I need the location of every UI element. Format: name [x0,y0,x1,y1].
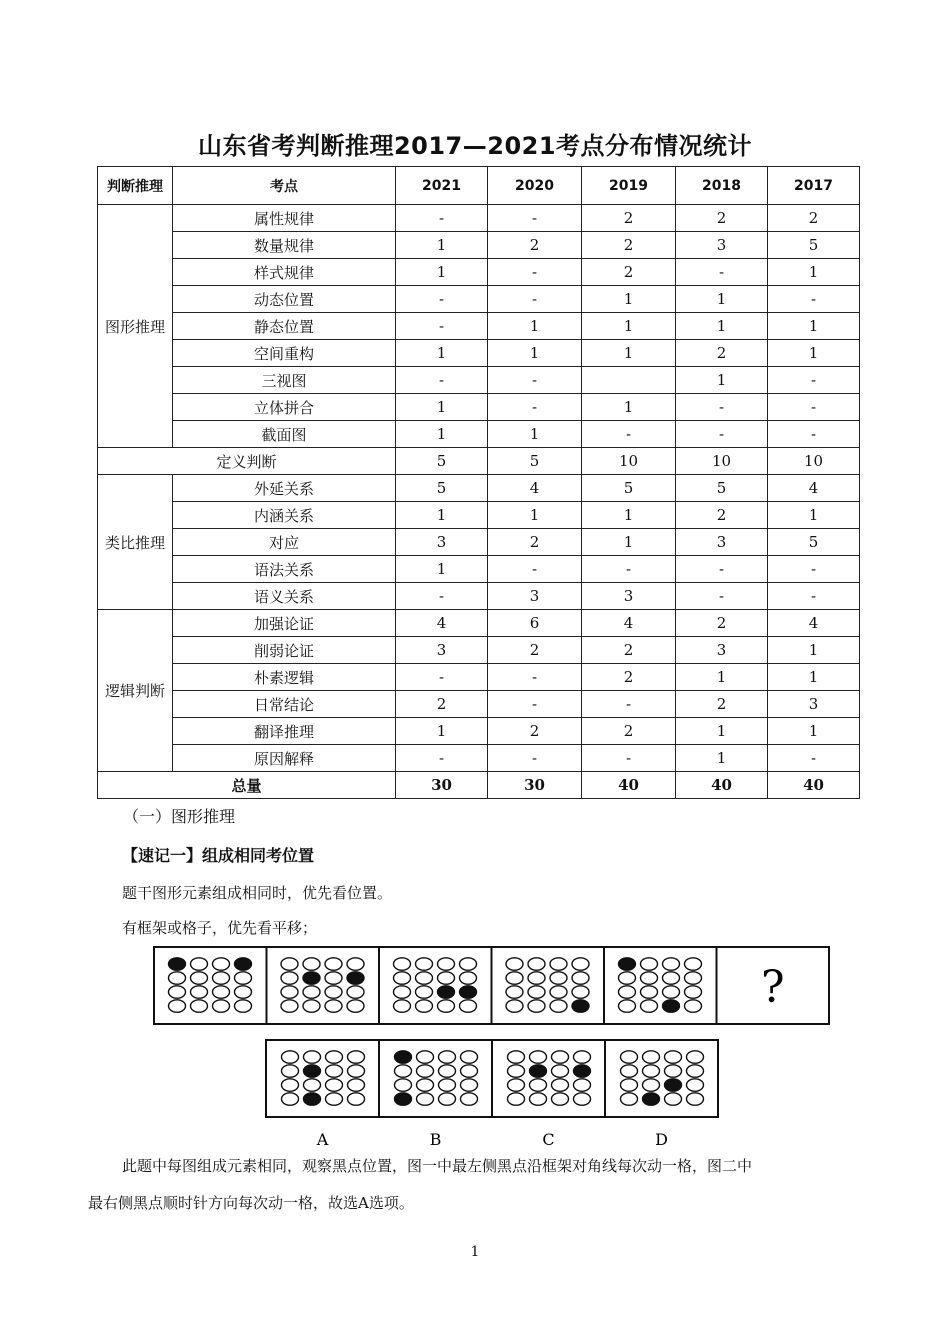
value-cell: - [768,745,860,772]
value-cell: 10 [676,448,768,475]
dot-empty [685,986,702,998]
dot-empty [641,1000,658,1012]
header-cell: 2019 [582,167,676,205]
dot-filled [572,1000,589,1012]
subheading: 【速记一】组成相同考位置 [122,846,315,865]
dot-empty [325,972,342,984]
value-cell: 1 [488,502,582,529]
page-title: 山东省考判断推理2017—2021考点分布情况统计 [197,132,753,160]
topic-cell: 静态位置 [173,313,396,340]
dot-empty [530,1051,547,1063]
dot-empty [641,958,658,970]
dot-empty [643,1065,660,1077]
value-cell: 1 [582,340,676,367]
value-cell: 1 [396,502,488,529]
value-cell: 1 [582,502,676,529]
value-cell: - [488,691,582,718]
paragraph: 最右侧黑点顺时针方向每次动一格，故选A选项。 [88,1194,414,1212]
value-cell: 3 [488,583,582,610]
value-cell: 5 [768,232,860,259]
dot-empty [438,972,455,984]
value-cell: 1 [396,421,488,448]
value-cell: - [396,745,488,772]
total-value-cell: 40 [582,772,676,799]
value-cell: 2 [676,205,768,232]
topic-cell: 三视图 [173,367,396,394]
value-cell: 3 [676,529,768,556]
dot-empty [169,986,186,998]
dot-empty [417,1065,434,1077]
dot-empty [282,1079,299,1091]
value-cell: 1 [396,340,488,367]
dot-empty [550,986,567,998]
value-cell: 2 [582,637,676,664]
dot-filled [460,986,477,998]
dot-empty [508,1051,525,1063]
dot-empty [572,986,589,998]
dot-empty [395,1065,412,1077]
dot-empty [619,972,636,984]
value-cell: - [676,583,768,610]
topic-cell: 语法关系 [173,556,396,583]
dot-empty [191,986,208,998]
value-cell: - [488,259,582,286]
paragraph: 题干图形元素组成相同时，优先看位置。 [122,884,393,902]
dot-empty [282,1051,299,1063]
dot-filled [643,1093,660,1105]
dot-empty [621,1093,638,1105]
value-cell: 4 [488,475,582,502]
header-cell: 2017 [768,167,860,205]
dot-empty [552,1051,569,1063]
dot-empty [281,958,298,970]
total-value-cell: 40 [676,772,768,799]
dot-empty [169,972,186,984]
value-cell: 1 [396,259,488,286]
value-cell: 1 [488,421,582,448]
option-label: B [429,1130,442,1149]
dot-empty [552,1079,569,1091]
value-cell: 1 [396,718,488,745]
topic-cell: 对应 [173,529,396,556]
dot-empty [574,1051,591,1063]
dot-empty [417,1051,434,1063]
value-cell: - [676,394,768,421]
value-cell: 1 [582,394,676,421]
topic-cell: 样式规律 [173,259,396,286]
topic-cell: 内涵关系 [173,502,396,529]
value-cell: - [768,583,860,610]
value-cell: 3 [396,637,488,664]
dot-filled [347,972,364,984]
dot-filled [395,1093,412,1105]
value-cell: 4 [582,610,676,637]
dot-empty [663,986,680,998]
header-cell: 2020 [488,167,582,205]
value-cell: 1 [676,745,768,772]
value-cell: - [396,367,488,394]
dot-empty [438,1000,455,1012]
option-label: D [655,1130,668,1149]
dot-empty [687,1079,704,1091]
dot-empty [169,1000,186,1012]
value-cell: - [768,421,860,448]
dot-empty [621,1051,638,1063]
dot-empty [665,1051,682,1063]
dot-empty [416,958,433,970]
dot-filled [235,958,252,970]
dot-empty [303,1000,320,1012]
question-mark: ? [760,962,785,1013]
dot-empty [303,986,320,998]
value-cell: 4 [768,610,860,637]
dot-empty [508,1079,525,1091]
dot-empty [304,1051,321,1063]
value-cell: 1 [396,394,488,421]
dot-empty [438,958,455,970]
dot-empty [460,972,477,984]
dot-empty [550,958,567,970]
dot-empty [394,986,411,998]
dot-empty [528,972,545,984]
dot-empty [461,1065,478,1077]
value-cell: 5 [396,448,488,475]
value-cell: 4 [396,610,488,637]
value-cell: - [768,367,860,394]
dot-empty [281,972,298,984]
dot-empty [303,958,320,970]
topic-cell: 截面图 [173,421,396,448]
header-cell: 2018 [676,167,768,205]
value-cell: 3 [676,637,768,664]
dot-empty [325,1000,342,1012]
value-cell: 1 [768,313,860,340]
dot-empty [326,1093,343,1105]
value-cell: - [768,556,860,583]
dot-empty [506,972,523,984]
topic-cell: 语义关系 [173,583,396,610]
dot-empty [348,1051,365,1063]
value-cell: 10 [768,448,860,475]
dot-filled [530,1065,547,1077]
dot-empty [213,958,230,970]
value-cell: 2 [582,232,676,259]
dot-empty [460,1000,477,1012]
dot-empty [348,1093,365,1105]
dot-empty [282,1093,299,1105]
dot-empty [550,1000,567,1012]
dot-empty [394,1000,411,1012]
header-cell: 2021 [396,167,488,205]
dot-empty [395,1079,412,1091]
value-cell: - [396,286,488,313]
dot-filled [574,1065,591,1077]
dot-empty [643,1051,660,1063]
dot-empty [417,1079,434,1091]
value-cell: - [676,421,768,448]
dot-empty [347,1000,364,1012]
value-cell: - [768,394,860,421]
value-cell: - [488,205,582,232]
total-value-cell: 40 [768,772,860,799]
value-cell: - [396,583,488,610]
dot-empty [528,1000,545,1012]
dot-empty [641,972,658,984]
dot-empty [235,972,252,984]
dot-empty [439,1079,456,1091]
dot-empty [394,972,411,984]
value-cell: 5 [396,475,488,502]
dot-empty [685,958,702,970]
topic-cell: 数量规律 [173,232,396,259]
header-cell: 判断推理 [98,167,173,205]
dot-empty [416,972,433,984]
value-cell: 2 [582,718,676,745]
topic-cell: 翻译推理 [173,718,396,745]
topic-cell: 空间重构 [173,340,396,367]
dot-filled [395,1051,412,1063]
value-cell: 2 [676,691,768,718]
dot-empty [281,1000,298,1012]
dot-filled [665,1079,682,1091]
dot-empty [643,1079,660,1091]
dot-empty [572,972,589,984]
dot-empty [348,1065,365,1077]
dot-empty [687,1065,704,1077]
value-cell: 2 [676,502,768,529]
dot-empty [461,1051,478,1063]
value-cell: - [488,367,582,394]
topic-cell: 削弱论证 [173,637,396,664]
page-number: 1 [470,1244,480,1260]
dot-empty [665,1093,682,1105]
value-cell: - [676,259,768,286]
value-cell: 1 [768,259,860,286]
value-cell: 1 [768,637,860,664]
value-cell: 5 [582,475,676,502]
value-cell: 2 [676,340,768,367]
value-cell: 2 [488,529,582,556]
dot-empty [325,986,342,998]
value-cell: - [396,313,488,340]
value-cell: 2 [396,691,488,718]
value-cell: 1 [582,313,676,340]
dot-empty [439,1093,456,1105]
dot-empty [439,1065,456,1077]
dot-empty [687,1093,704,1105]
dot-empty [528,958,545,970]
paragraph: 有框架或格子，优先看平移； [122,919,318,937]
total-value-cell: 30 [396,772,488,799]
dot-empty [530,1079,547,1091]
dot-empty [663,958,680,970]
header-cell: 考点 [173,167,396,205]
dot-empty [619,1000,636,1012]
value-cell: 2 [768,205,860,232]
value-cell: 2 [676,610,768,637]
dot-empty [348,1079,365,1091]
dot-empty [326,1051,343,1063]
dot-empty [574,1079,591,1091]
dot-empty [621,1079,638,1091]
topic-cell: 日常结论 [173,691,396,718]
dot-empty [191,1000,208,1012]
value-cell: 5 [768,529,860,556]
dot-filled [303,972,320,984]
paragraph: 此题中每图组成元素相同，观察黑点位置，图一中最左侧黑点沿框架对角线每次动一格，图二中 [122,1157,753,1175]
value-cell: - [676,556,768,583]
dot-empty [326,1079,343,1091]
dot-empty [282,1065,299,1077]
value-cell: 1 [396,232,488,259]
value-cell: 2 [582,664,676,691]
value-cell: - [488,286,582,313]
dot-empty [665,1065,682,1077]
topic-cell: 加强论证 [173,610,396,637]
value-cell: - [396,664,488,691]
topic-cell: 动态位置 [173,286,396,313]
dot-empty [235,986,252,998]
dot-empty [347,958,364,970]
dot-empty [461,1079,478,1091]
dot-empty [506,986,523,998]
value-cell: 2 [488,637,582,664]
value-cell: - [488,394,582,421]
value-cell: 2 [488,718,582,745]
dot-empty [417,1093,434,1105]
category-cell: 逻辑判断 [98,610,173,772]
value-cell: - [582,556,676,583]
dot-empty [506,1000,523,1012]
dot-empty [439,1051,456,1063]
value-cell: 1 [768,340,860,367]
dot-empty [508,1093,525,1105]
dot-empty [619,986,636,998]
value-cell: - [582,745,676,772]
topic-cell: 立体拼合 [173,394,396,421]
dot-empty [530,1093,547,1105]
value-cell: 2 [582,205,676,232]
dot-empty [460,958,477,970]
value-cell: 3 [582,583,676,610]
dot-empty [687,1051,704,1063]
dot-empty [326,1065,343,1077]
value-cell: 2 [488,232,582,259]
dot-empty [621,1065,638,1077]
dot-empty [574,1093,591,1105]
dot-empty [191,972,208,984]
dot-empty [552,1093,569,1105]
dot-empty [213,986,230,998]
value-cell: 1 [488,313,582,340]
value-cell: 1 [582,529,676,556]
value-cell: 1 [396,556,488,583]
value-cell: 3 [768,691,860,718]
dot-filled [304,1065,321,1077]
dot-empty [641,986,658,998]
value-cell: - [768,286,860,313]
value-cell: 6 [488,610,582,637]
dot-empty [685,1000,702,1012]
value-cell: - [488,745,582,772]
dot-empty [213,972,230,984]
value-cell: 1 [488,340,582,367]
topic-cell: 属性规律 [173,205,396,232]
dot-empty [663,972,680,984]
value-cell: 2 [582,259,676,286]
value-cell: 1 [676,367,768,394]
value-cell: - [396,205,488,232]
dot-empty [191,958,208,970]
dot-empty [461,1093,478,1105]
topic-cell: 原因解释 [173,745,396,772]
value-cell: 1 [582,286,676,313]
dot-empty [304,1079,321,1091]
value-cell: - [582,691,676,718]
dot-empty [213,1000,230,1012]
dot-empty [506,958,523,970]
dot-empty [552,1065,569,1077]
option-label: A [316,1130,329,1149]
dot-empty [347,986,364,998]
value-cell: - [488,556,582,583]
total-label: 总量 [98,772,396,799]
dot-empty [416,1000,433,1012]
dot-filled [619,958,636,970]
dot-filled [304,1093,321,1105]
category-cell: 定义判断 [98,448,396,475]
dot-filled [663,1000,680,1012]
topic-cell: 外延关系 [173,475,396,502]
dot-empty [394,958,411,970]
dot-empty [416,986,433,998]
value-cell: 1 [676,664,768,691]
topic-cell: 朴素逻辑 [173,664,396,691]
value-cell: 3 [396,529,488,556]
section-heading: （一）图形推理 [123,807,236,826]
value-cell: - [488,664,582,691]
dot-empty [528,986,545,998]
value-cell: 1 [768,502,860,529]
option-label: C [542,1130,555,1149]
value-cell: - [582,421,676,448]
value-cell: 1 [768,718,860,745]
dot-empty [572,958,589,970]
value-cell: 1 [676,313,768,340]
value-cell: 5 [676,475,768,502]
category-cell: 类比推理 [98,475,173,610]
dot-filled [438,986,455,998]
value-cell: 4 [768,475,860,502]
dot-filled [169,958,186,970]
dot-empty [685,972,702,984]
dot-empty [508,1065,525,1077]
value-cell: 10 [582,448,676,475]
value-cell: 1 [676,718,768,745]
dot-empty [235,1000,252,1012]
dot-empty [325,958,342,970]
dot-empty [550,972,567,984]
dot-empty [281,986,298,998]
total-value-cell: 30 [488,772,582,799]
value-cell: 1 [676,286,768,313]
category-cell: 图形推理 [98,205,173,448]
value-cell: 5 [488,448,582,475]
value-cell: 3 [676,232,768,259]
value-cell: 1 [768,664,860,691]
